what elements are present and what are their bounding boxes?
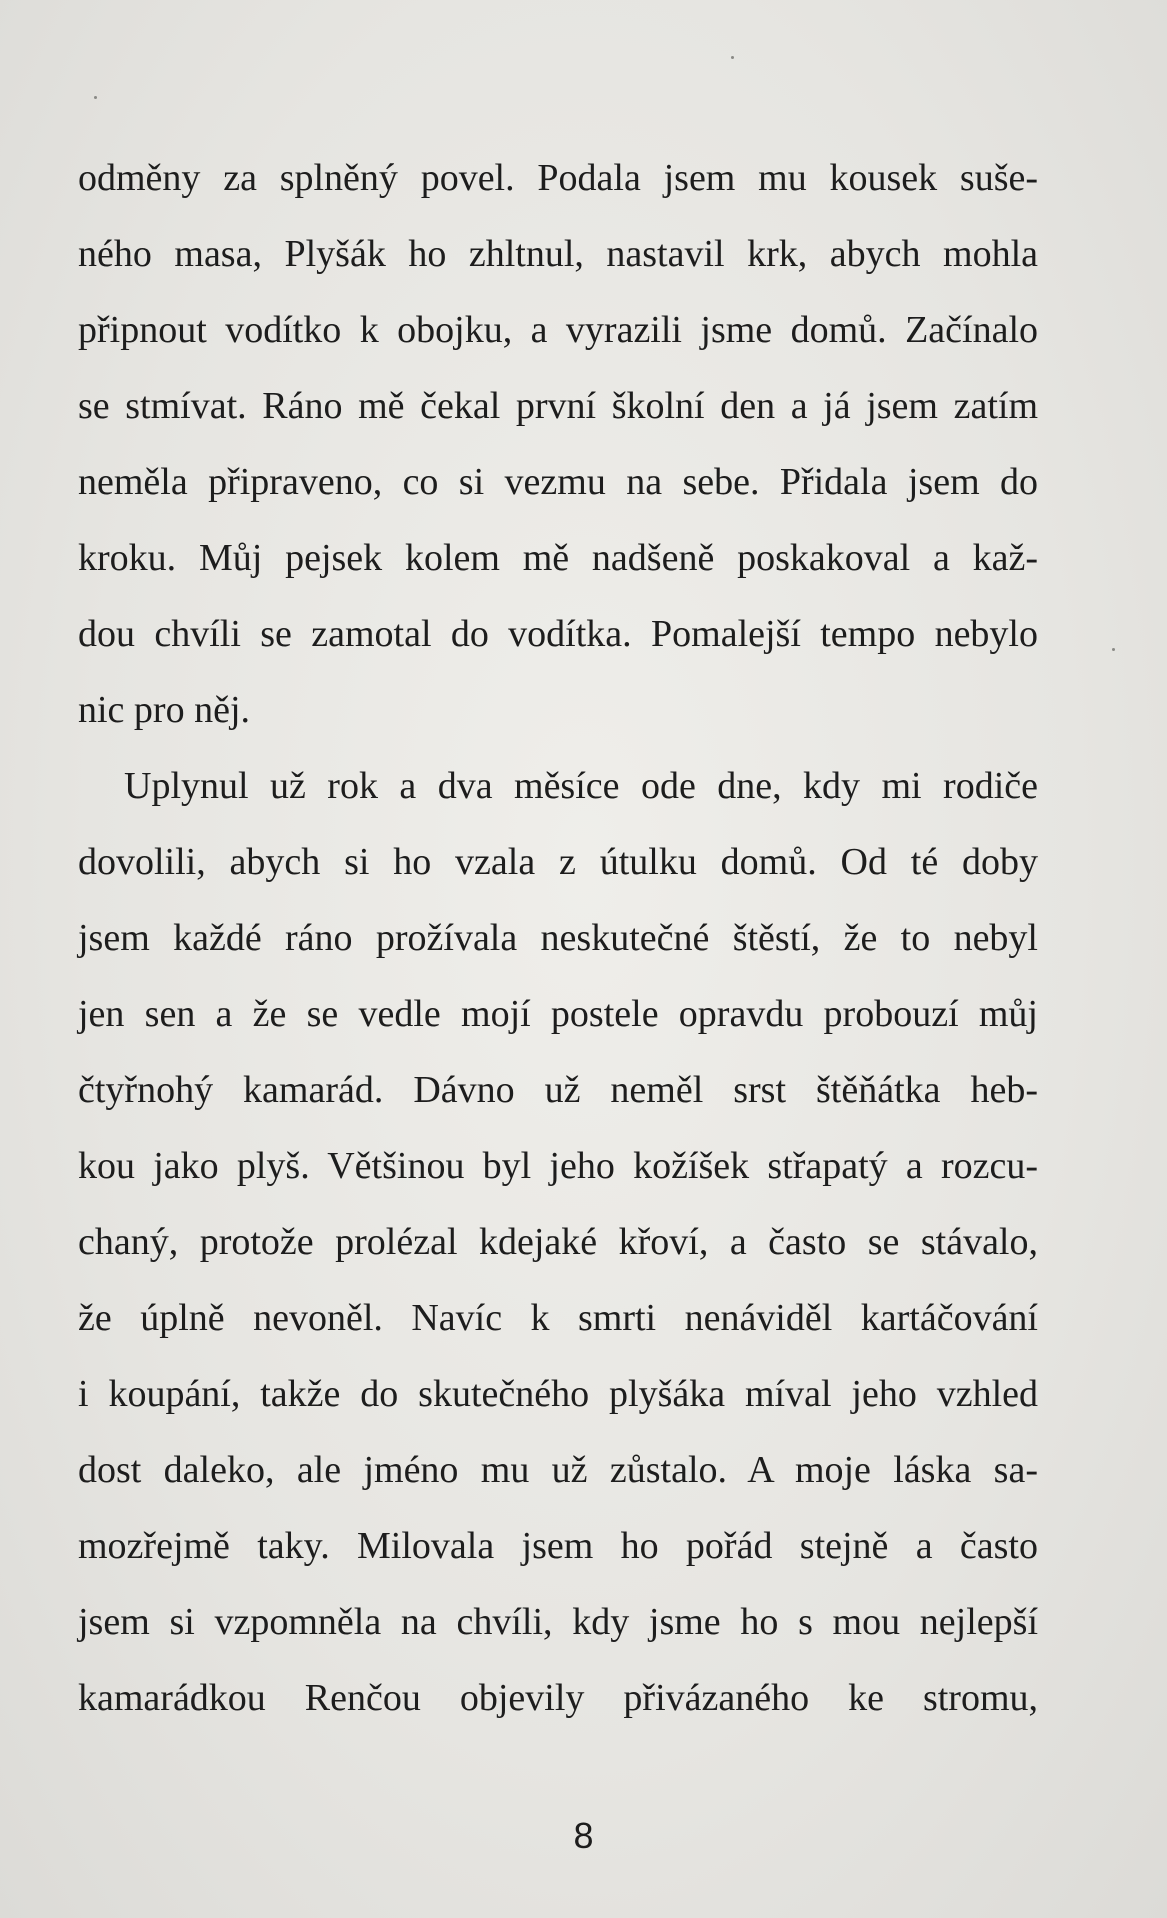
text-line: mozřejmě taky. Milovala jsem ho pořád stejně a často [78,1525,1038,1567]
text-line: že úplně nevoněl. Navíc k smrti nenáviděl kartáčování [78,1297,1038,1339]
text-line: kamarádkou Renčou objevily přivázaného ke stromu, [78,1677,1038,1719]
text-line: kou jako plyš. Většinou byl jeho kožíšek střapatý a rozcu- [78,1145,1038,1187]
paper-speck [94,96,97,99]
text-line: dovolili, abych si ho vzala z útulku domů. Od té doby [78,841,1038,883]
text-line: nic pro něj. [78,689,251,731]
text-line: jen sen a že se vedle mojí postele opravdu probouzí můj [78,993,1038,1035]
paper-speck [1112,648,1115,651]
text-line: ného masa, Plyšák ho zhltnul, nastavil krk, abych mohla [78,233,1038,275]
text-line: čtyřnohý kamarád. Dávno už neměl srst štěňátka heb- [78,1069,1038,1111]
text-line: dost daleko, ale jméno mu už zůstalo. A moje láska sa- [78,1449,1038,1491]
paragraph-2 [78,748,1038,1736]
text-line: připnout vodítko k obojku, a vyrazili jsme domů. Začínalo [78,309,1038,351]
text-line: neměla připraveno, co si vezmu na sebe. Přidala jsem do [78,461,1038,503]
text-line: se stmívat. Ráno mě čekal první školní den a já jsem zatím [78,385,1038,427]
text-line: chaný, protože prolézal kdejaké křoví, a často se stávalo, [78,1221,1038,1263]
text-line: jsem si vzpomněla na chvíli, kdy jsme ho s mou nejlepší [78,1601,1038,1643]
paper-speck [731,56,734,59]
text-line: odměny za splněný povel. Podala jsem mu kousek suše- [78,157,1038,199]
text-line: Uplynul už rok a dva měsíce ode dne, kdy mi rodiče [124,765,1038,807]
text-line: jsem každé ráno prožívala neskutečné štěstí, že to nebyl [78,917,1038,959]
text-line: dou chvíli se zamotal do vodítka. Pomalejší tempo nebylo [78,613,1038,655]
body-text [78,140,1038,1736]
text-line: kroku. Můj pejsek kolem mě nadšeně poskakoval a kaž- [78,537,1038,579]
paragraph-1 [78,140,1038,748]
page-number: 8 [573,1815,594,1856]
text-line: i koupání, takže do skutečného plyšáka míval jeho vzhled [78,1373,1038,1415]
